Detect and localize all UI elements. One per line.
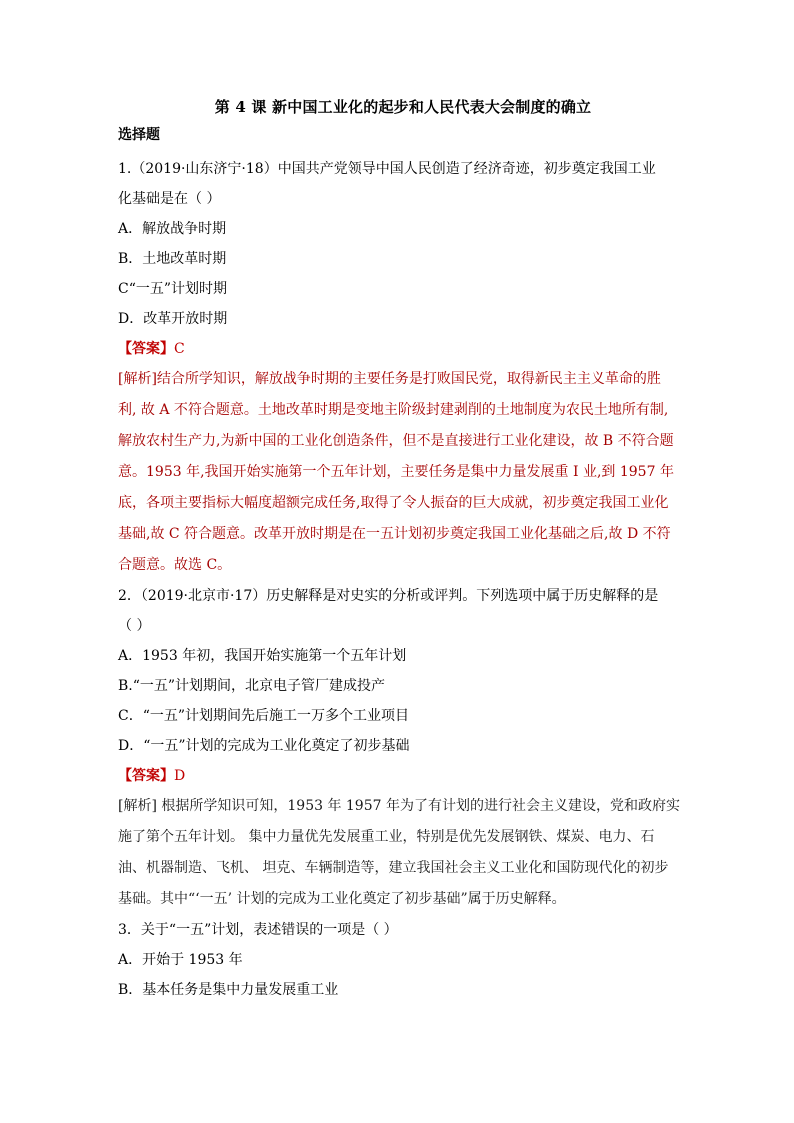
question-2-option-a: A．1953 年初，我国开始实施第一个五年计划: [118, 648, 407, 664]
question-1-option-b: B．土地改革时期: [118, 251, 227, 267]
question-1-analysis-line-5: 底，各项主要指标大幅度超额完成任务,取得了令人振奋的巨大成就，初步奠定我国工业化: [118, 495, 669, 511]
lesson-title: 第 4 课 新中国工业化的起步和人民代表大会制度的确立: [214, 98, 592, 116]
question-2-option-d: D．“一五”计划的完成为工业化奠定了初步基础: [118, 738, 410, 754]
question-1-answer: [118, 334, 688, 364]
question-1-option-a: A．解放战争时期: [118, 221, 227, 237]
question-2-option-c: C．“一五”计划期间先后施工一万多个工业项目: [118, 708, 410, 724]
question-3-stem-line-1: 3．关于“一五”计划，表述错误的一项是（ ）: [118, 922, 398, 938]
question-2-answer: [118, 761, 688, 791]
answer-label: 【答案】: [118, 341, 174, 357]
answer-label: 【答案】: [118, 768, 174, 784]
question-1-option-c: C“一五”计划时期: [118, 281, 228, 297]
question-2-analysis-line-4: 基础。其中“‘一五’ 计划的完成为工业化奠定了初步基础”属于历史解释。: [118, 891, 566, 907]
question-1-option-d: D．改革开放时期: [118, 311, 228, 327]
section-heading: 选择题: [118, 127, 160, 143]
question-2-analysis-line-3: 油、机器制造、飞机、 坦克、车辆制造等，建立我国社会主义工业化和国防现代化的初步: [118, 860, 669, 876]
question-1-analysis-line-4: 意。1953 年,我国开始实施第一个五年计划，主要任务是集中力量发展重 I 业,到 1957 年: [118, 464, 674, 480]
answer-value: D: [174, 768, 186, 784]
question-1: [118, 154, 688, 581]
question-1-analysis-line-6: 基础,故 C 符合题意。改革开放时期是在一五计划初步奠定我国工业化基础之后,故 D 不符: [118, 526, 671, 542]
question-1-analysis-line-7: 合题意。故选 C。: [118, 557, 232, 573]
answer-value: C: [174, 341, 185, 357]
question-1-stem-line-2: 化基础是在（ ）: [118, 191, 221, 207]
question-3-option-a: A．开始于 1953 年: [118, 952, 243, 968]
document-page: [118, 96, 688, 1005]
question-2: [118, 581, 688, 915]
question-2-stem-line-1: 2．（2019·北京市·17）历史解释是对史实的分析或评判。下列选项中属于历史解释的是: [118, 588, 659, 604]
question-2-option-b: B.“一五”计划期间，北京电子管厂建成投产: [118, 678, 386, 694]
question-3-option-b: B．基本任务是集中力量发展重工业: [118, 982, 339, 998]
question-1-stem-line-1: 1.（2019·山东济宁·18）中国共产党领导中国人民创造了经济奇迹，初步奠定我国工业: [118, 161, 656, 177]
question-2-analysis-line-1: [解析] 根据所学知识可知，1953 年 1957 年为了有计划的进行社会主义建设，党和政府实: [118, 798, 680, 814]
question-2-analysis-line-2: 施了第个五年计划。 集中力量优先发展重工业，特别是优先发展钢铁、煤炭、电力、石: [118, 829, 655, 845]
question-2-stem-line-2: （ ）: [118, 618, 151, 634]
question-3: [118, 915, 688, 1005]
question-1-analysis-line-2: 利, 故 A 不符合题意。土地改革时期是变地主阶级封建剥削的土地制度为农民土地所有制,: [118, 402, 669, 418]
question-1-analysis-line-1: [解析]结合所学知识，解放战争时期的主要任务是打败国民党，取得新民主主义革命的胜: [118, 371, 661, 387]
question-1-analysis-line-3: 解放农村生产力,为新中国的工业化创造条件，但不是直接进行工业化建设，故 B 不符合题: [118, 433, 674, 449]
